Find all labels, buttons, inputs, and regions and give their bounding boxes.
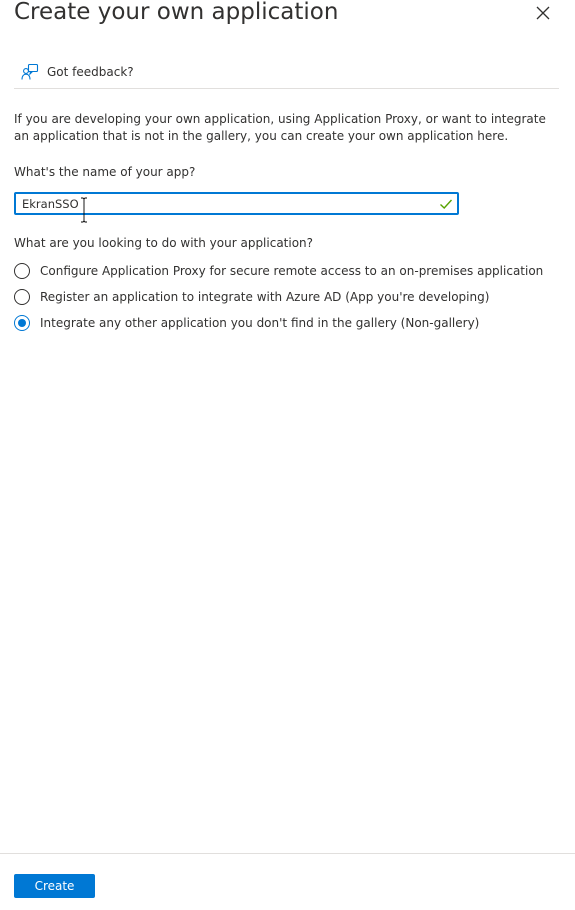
app-name-input[interactable] (16, 194, 426, 213)
option-non-gallery[interactable] (14, 313, 479, 333)
header-divider (14, 88, 559, 89)
radio-button-selected[interactable] (14, 315, 30, 331)
purpose-question: What are you looking to do with your application? (14, 236, 314, 250)
checkmark-icon (439, 197, 453, 211)
close-icon (536, 6, 550, 20)
app-name-label: What's the name of your app? (14, 165, 196, 179)
feedback-label: Got feedback? (47, 65, 134, 79)
option-register-application[interactable] (14, 287, 489, 307)
radio-label: Integrate any other application you don't find in the gallery (Non-gallery) (40, 316, 480, 330)
create-button[interactable]: Create (14, 874, 95, 898)
option-application-proxy[interactable] (14, 261, 543, 281)
page-title: Create your own application (14, 0, 339, 25)
feedback-person-icon (21, 63, 39, 81)
description-text: If you are developing your own application, using Application Proxy, or want to integrate an application that is not in the gallery, you can create your own application here. (14, 112, 546, 143)
radio-button[interactable] (14, 289, 30, 305)
text-cursor-icon (80, 197, 88, 223)
radio-label: Register an application to integrate with Azure AD (App you're developing) (40, 290, 490, 304)
close-button[interactable] (533, 3, 553, 23)
radio-button[interactable] (14, 263, 30, 279)
feedback-link[interactable] (21, 61, 134, 83)
radio-label: Configure Application Proxy for secure remote access to an on-premises application (40, 264, 544, 278)
footer-divider (0, 853, 575, 854)
